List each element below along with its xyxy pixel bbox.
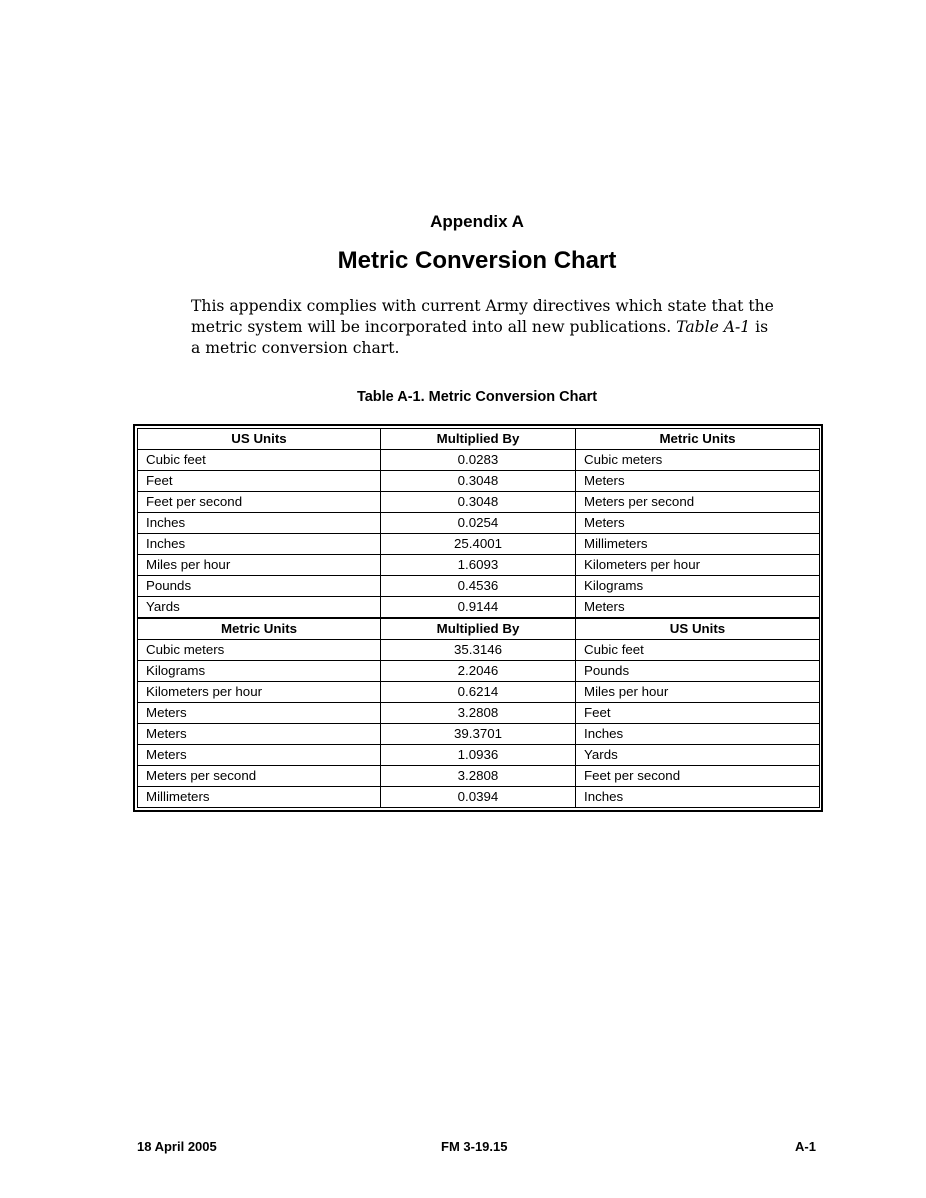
from-unit-cell: Miles per hour [138, 555, 381, 576]
table-row [138, 513, 820, 534]
table-caption: Table A-1. Metric Conversion Chart [356, 389, 598, 405]
factor-cell: 39.3701 [381, 724, 576, 745]
intro-paragraph [191, 296, 781, 359]
factor-cell: 3.2808 [381, 703, 576, 724]
column-header: US Units [576, 618, 820, 640]
table-row [138, 766, 820, 787]
table-row [138, 534, 820, 555]
column-header: Metric Units [138, 618, 381, 640]
from-unit-cell: Meters [138, 703, 381, 724]
column-header: Metric Units [576, 429, 820, 450]
from-unit-cell: Feet per second [138, 492, 381, 513]
to-unit-cell: Miles per hour [576, 682, 820, 703]
factor-cell: 0.9144 [381, 597, 576, 619]
table-row [138, 724, 820, 745]
from-unit-cell: Inches [138, 513, 381, 534]
from-unit-cell: Kilograms [138, 661, 381, 682]
table-row [138, 492, 820, 513]
to-unit-cell: Cubic meters [576, 450, 820, 471]
to-unit-cell: Meters [576, 597, 820, 619]
table-row [138, 703, 820, 724]
table-row [138, 471, 820, 492]
metric-to-us-header-row [138, 618, 820, 640]
to-unit-cell: Pounds [576, 661, 820, 682]
table-row [138, 661, 820, 682]
to-unit-cell: Meters [576, 513, 820, 534]
to-unit-cell: Yards [576, 745, 820, 766]
factor-cell: 2.2046 [381, 661, 576, 682]
from-unit-cell: Meters [138, 724, 381, 745]
from-unit-cell: Feet [138, 471, 381, 492]
appendix-label: Appendix A [430, 212, 524, 231]
footer-document-id: FM 3-19.15 [441, 1139, 508, 1154]
table-row [138, 576, 820, 597]
factor-cell: 25.4001 [381, 534, 576, 555]
table-row [138, 787, 820, 808]
from-unit-cell: Yards [138, 597, 381, 619]
to-unit-cell: Meters per second [576, 492, 820, 513]
factor-cell: 0.3048 [381, 471, 576, 492]
table-row [138, 597, 820, 619]
to-unit-cell: Cubic feet [576, 640, 820, 661]
intro-text-after: is a metric conversion chart. [191, 318, 769, 357]
factor-cell: 0.0283 [381, 450, 576, 471]
footer-page-number: A-1 [795, 1139, 816, 1154]
conversion-table-frame [133, 424, 823, 812]
footer-date: 18 April 2005 [137, 1139, 217, 1154]
from-unit-cell: Inches [138, 534, 381, 555]
to-unit-cell: Feet per second [576, 766, 820, 787]
from-unit-cell: Meters [138, 745, 381, 766]
to-unit-cell: Inches [576, 787, 820, 808]
factor-cell: 0.3048 [381, 492, 576, 513]
from-unit-cell: Millimeters [138, 787, 381, 808]
factor-cell: 0.0394 [381, 787, 576, 808]
factor-cell: 0.6214 [381, 682, 576, 703]
table-row [138, 682, 820, 703]
to-unit-cell: Inches [576, 724, 820, 745]
table-row [138, 745, 820, 766]
column-header: Multiplied By [381, 618, 576, 640]
factor-cell: 35.3146 [381, 640, 576, 661]
table-row [138, 640, 820, 661]
conversion-table [137, 428, 820, 808]
from-unit-cell: Cubic feet [138, 450, 381, 471]
to-unit-cell: Feet [576, 703, 820, 724]
to-unit-cell: Millimeters [576, 534, 820, 555]
factor-cell: 1.0936 [381, 745, 576, 766]
to-unit-cell: Kilometers per hour [576, 555, 820, 576]
column-header: Multiplied By [381, 429, 576, 450]
factor-cell: 0.4536 [381, 576, 576, 597]
from-unit-cell: Kilometers per hour [138, 682, 381, 703]
us-to-metric-header-row [138, 429, 820, 450]
intro-table-reference: Table A-1 [676, 318, 751, 336]
table-row [138, 450, 820, 471]
from-unit-cell: Meters per second [138, 766, 381, 787]
factor-cell: 1.6093 [381, 555, 576, 576]
factor-cell: 0.0254 [381, 513, 576, 534]
to-unit-cell: Meters [576, 471, 820, 492]
intro-text-before: This appendix complies with current Army directives which state that the metric system will be incorporated into all new publications. [191, 297, 774, 336]
factor-cell: 3.2808 [381, 766, 576, 787]
to-unit-cell: Kilograms [576, 576, 820, 597]
from-unit-cell: Cubic meters [138, 640, 381, 661]
table-row [138, 555, 820, 576]
from-unit-cell: Pounds [138, 576, 381, 597]
column-header: US Units [138, 429, 381, 450]
page-title: Metric Conversion Chart [337, 247, 617, 274]
